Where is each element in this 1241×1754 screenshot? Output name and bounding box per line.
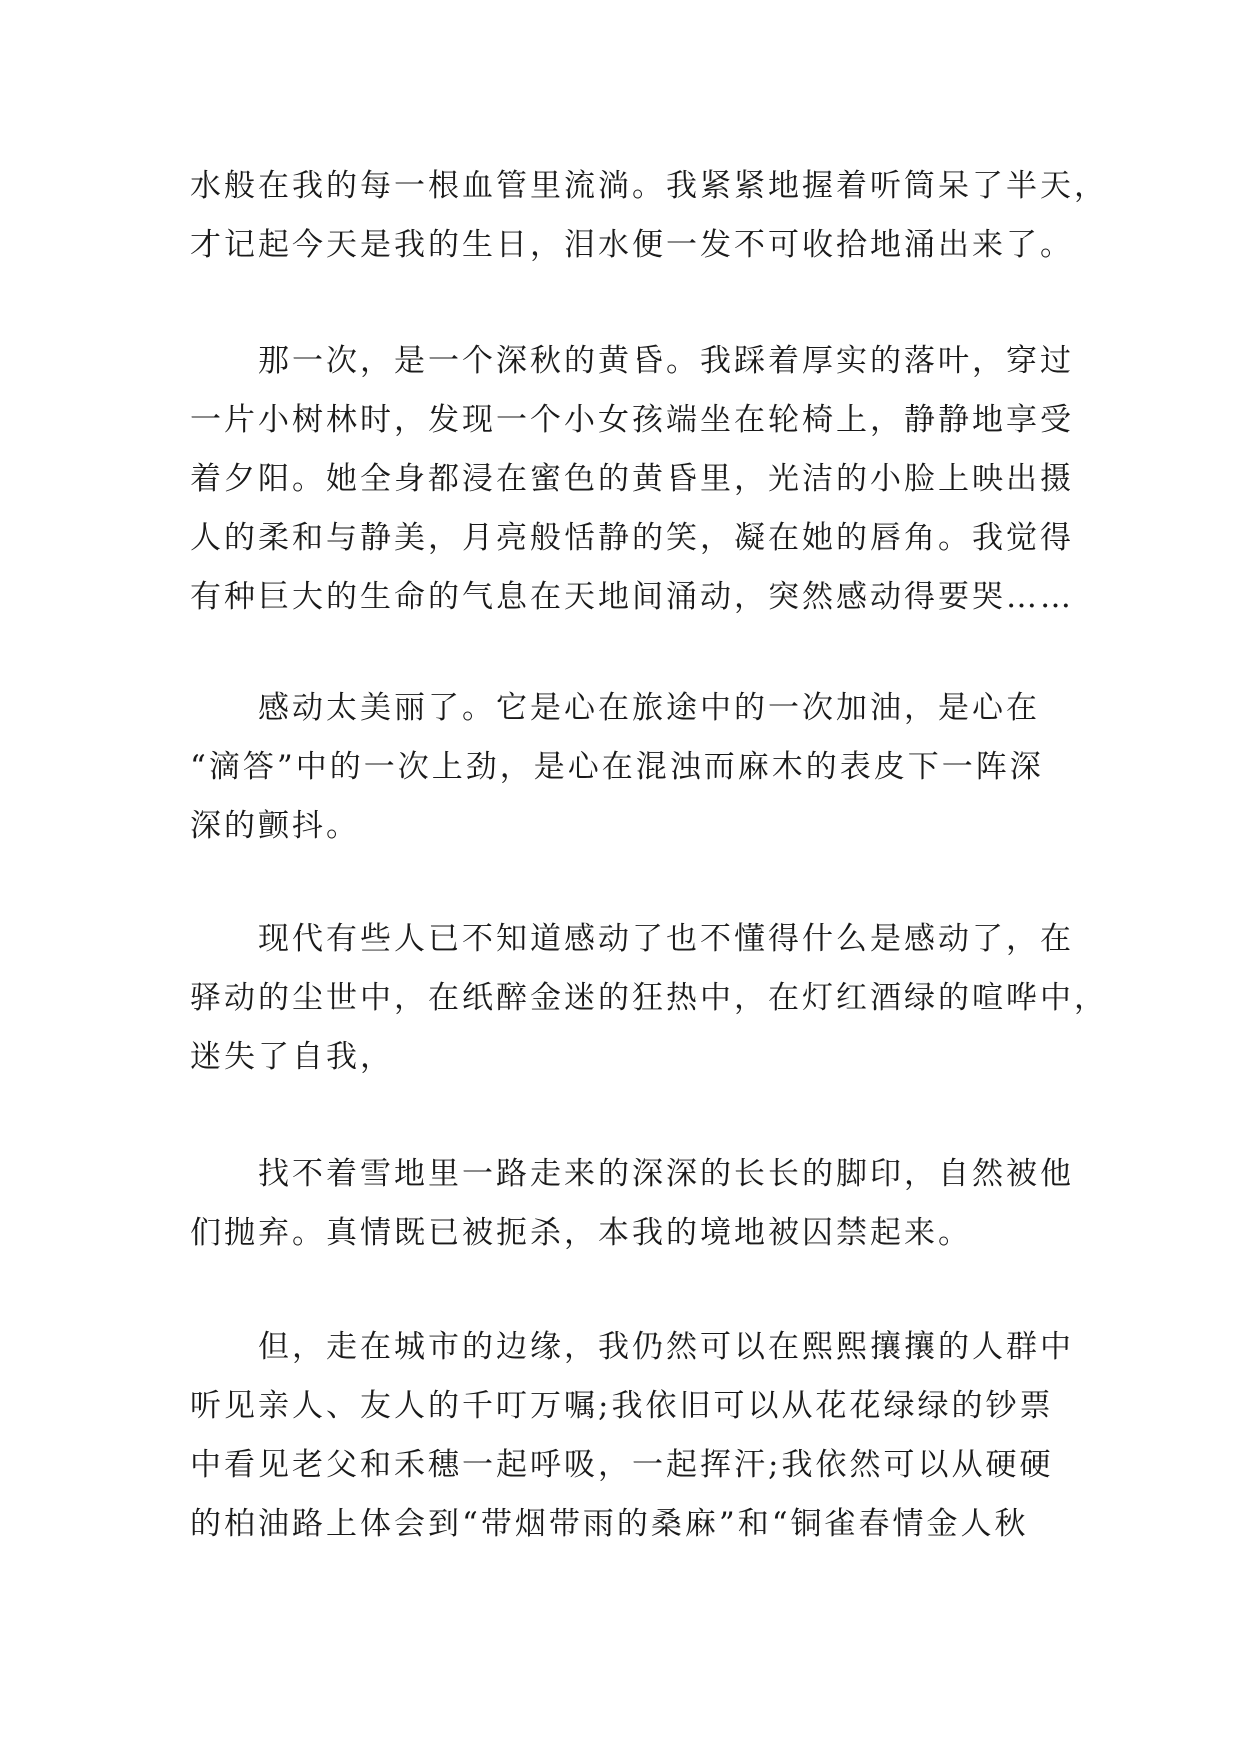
paragraph-1 bbox=[190, 157, 1108, 275]
text-line: 人的柔和与静美，月亮般恬静的笑，凝在她的唇角。我觉得 bbox=[190, 520, 1074, 556]
text-line: 深的颤抖。 bbox=[190, 808, 360, 844]
text-line: 但，走在城市的边缘，我仍然可以在熙熙攘攘的人群中 bbox=[258, 1329, 1074, 1365]
text-line: 们抛弃。真情既已被扼杀，本我的境地被囚禁起来。 bbox=[190, 1215, 972, 1251]
paragraph-5 bbox=[190, 1145, 1074, 1263]
text-line: 才记起今天是我的生日，泪水便一发不可收拾地涌出来了。 bbox=[190, 227, 1074, 263]
text-line: 着夕阳。她全身都浸在蜜色的黄昏里，光洁的小脸上映出摄 bbox=[190, 461, 1074, 497]
paragraph-4 bbox=[190, 910, 1108, 1087]
text-line: 一片小树林时，发现一个小女孩端坐在轮椅上，静静地享受 bbox=[190, 402, 1074, 438]
text-line: 迷失了自我， bbox=[190, 1039, 394, 1075]
text-line: 的柏油路上体会到“带烟带雨的桑麻”和“铜雀春情金人秋 bbox=[190, 1506, 1029, 1542]
text-line: 驿动的尘世中，在纸醉金迷的狂热中，在灯红酒绿的喧哗中， bbox=[190, 980, 1108, 1016]
text-line: 现代有些人已不知道感动了也不懂得什么是感动了，在 bbox=[258, 921, 1074, 957]
paragraph-6 bbox=[190, 1318, 1074, 1554]
text-line: 听见亲人、友人的千叮万嘱;我依旧可以从花花绿绿的钞票 bbox=[190, 1388, 1054, 1424]
text-line: 找不着雪地里一路走来的深深的长长的脚印，自然被他 bbox=[258, 1156, 1074, 1192]
paragraph-3 bbox=[190, 679, 1070, 856]
text-line: 有种巨大的生命的气息在天地间涌动，突然感动得要哭…… bbox=[190, 579, 1074, 615]
text-line: 感动太美丽了。它是心在旅途中的一次加油，是心在 bbox=[258, 690, 1040, 726]
text-line: 水般在我的每一根血管里流淌。我紧紧地握着听筒呆了半天， bbox=[190, 168, 1108, 204]
text-line: “滴答”中的一次上劲，是心在混浊而麻木的表皮下一阵深 bbox=[190, 749, 1044, 785]
paragraph-2 bbox=[190, 332, 1074, 627]
text-line: 那一次，是一个深秋的黄昏。我踩着厚实的落叶，穿过 bbox=[258, 343, 1074, 379]
text-line: 中看见老父和禾穗一起呼吸，一起挥汗;我依然可以从硬硬 bbox=[190, 1447, 1054, 1483]
